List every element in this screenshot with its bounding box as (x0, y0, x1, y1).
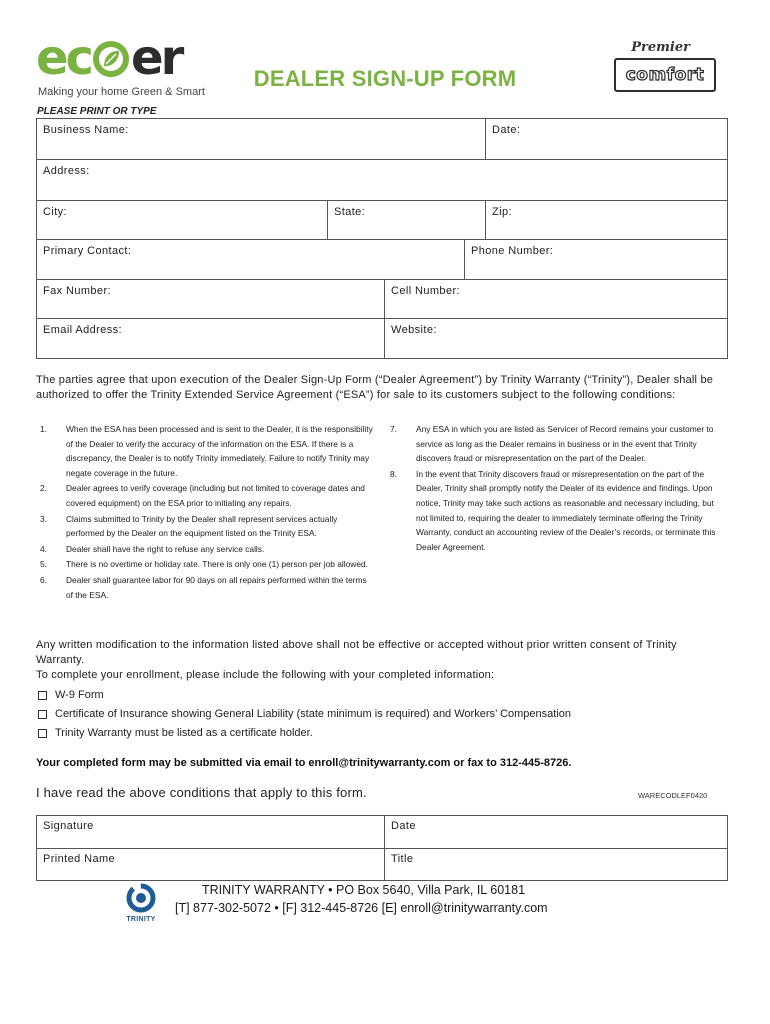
state-field[interactable]: State: (327, 201, 485, 239)
condition-item: 3. Claims submitted to Trinity by the Dealer shall represent services actually performed by the Dealer on the equipment listed on the Trinity ESA. (40, 513, 338, 539)
condition-item: 8. In the event that Trinity discovers fraud or misrepresentation on the part of the Dealer, Trinity shall promptly notify the Dealer of its evidence and findings. Upon notice, Trinity may take such actions as reasonable and necessary including, but not limited to, requiring the dealer to immediately terminate offering the Trinity Warranty, conduct an accounting review of the Dealer’s records, or terminate this Dealer Agreement. (390, 468, 716, 552)
dealer-info-table (36, 118, 728, 359)
website-field[interactable]: Website: (384, 319, 727, 358)
checklist-item: W-9 Form (36, 686, 728, 705)
acknowledgement-text: I have read the above conditions that apply to this form. (36, 785, 367, 800)
address-field[interactable]: Address: (43, 165, 90, 177)
phone-number-field[interactable]: Phone Number: (464, 240, 727, 279)
premier-script: Premier (631, 40, 690, 55)
footer-contact: [T] 877-302-5072 • [F] 312-445-8726 [E] enroll@trinitywarranty.com (175, 901, 548, 915)
comfort-badge (614, 58, 716, 92)
trinity-logo (116, 882, 166, 928)
enrollment-instruction: To complete your enrollment, please include the following with your completed information: (36, 669, 495, 681)
conditions-right-column (390, 422, 725, 555)
zip-field[interactable]: Zip: (485, 201, 727, 239)
brand-tagline: Making your home Green & Smart (38, 86, 205, 98)
title-field[interactable]: Title (384, 849, 727, 880)
checkbox[interactable] (38, 710, 47, 719)
fax-number-field[interactable]: Fax Number: (43, 285, 111, 297)
checklist-item: Trinity Warranty must be listed as a certificate holder. (36, 724, 728, 743)
footer-address: TRINITY WARRANTY • PO Box 5640, Villa Park, IL 60181 (202, 883, 526, 897)
condition-item: 5. There is no overtime or holiday rate. There is only one (1) person per job allowed. (40, 559, 368, 570)
checkbox[interactable] (38, 691, 47, 700)
modification-notice: Any written modification to the information listed above shall not be effective or accepted without prior written consent of Trinity Warranty. (36, 639, 677, 666)
condition-item: 6. Dealer shall guarantee labor for 90 days on all repairs performed within the terms of the ESA. (40, 574, 367, 600)
date-field[interactable]: Date: (485, 119, 727, 159)
condition-item: 1. When the ESA has been processed and is sent to the Dealer, it is the responsibility of the Dealer to verify the accuracy of the information on the ESA. If there is a discrepancy, the Dealer is to notify Trinity immediately. Failure to notify Trinity may negate coverage in the future. (40, 424, 373, 478)
cell-number-field[interactable]: Cell Number: (384, 280, 727, 318)
condition-item: 4. Dealer shall have the right to refuse any service calls. (40, 543, 265, 554)
form-code: WARECODLEF0420 (638, 791, 708, 800)
agreement-intro: The parties agree that upon execution of the Dealer Sign-Up Form (“Dealer Agreement”) by Trinity Warranty (“Trinity”), Dealer shall be authorized to offer the Trinity Extended Service Agreement (“ESA”) for sale to its customers subject to the following conditions: (36, 374, 714, 401)
submission-instruction: Your completed form may be submitted via email to enroll@trinitywarranty.com or fax to 312-445-8726. (36, 757, 572, 769)
checkbox[interactable] (38, 729, 47, 738)
checklist-item: Certificate of Insurance showing General Liability (state minimum is required) and Workers’ Compensation (36, 705, 728, 724)
page-title: DEALER SIGN-UP FORM (253, 66, 517, 91)
printed-name-field[interactable]: Printed Name (43, 853, 116, 865)
trinity-swirl-icon (116, 882, 166, 916)
signature-field[interactable]: Signature (43, 820, 94, 832)
business-name-field[interactable]: Business Name: (43, 124, 129, 136)
ecoer-wordmark: ec er (36, 30, 182, 86)
primary-contact-field[interactable]: Primary Contact: (43, 245, 132, 257)
signature-table (36, 815, 728, 881)
condition-item: 2. Dealer agrees to verify coverage (including but not limited to coverage dates and covered equipment) on the ESA prior to initiating any repairs. (40, 483, 365, 508)
condition-item: 7. Any ESA in which you are listed as Servicer of Record remains your customer to service as long as the Dealer remains in business or in the event that Trinity discovers fraud or misrepresentation on the part of the Dealer. (390, 424, 714, 464)
enrollment-checklist (36, 686, 728, 743)
signature-date-field[interactable]: Date (384, 816, 727, 848)
trinity-logo-text: TRINITY (126, 916, 156, 923)
print-instruction: PLEASE PRINT OR TYPE (37, 106, 157, 117)
city-field[interactable]: City: (43, 206, 67, 218)
comfort-wordmark: comfort (625, 65, 705, 85)
modification-text (36, 638, 728, 683)
conditions-left-column (40, 422, 375, 603)
email-address-field[interactable]: Email Address: (43, 324, 122, 336)
premier-comfort-logo (614, 40, 724, 94)
